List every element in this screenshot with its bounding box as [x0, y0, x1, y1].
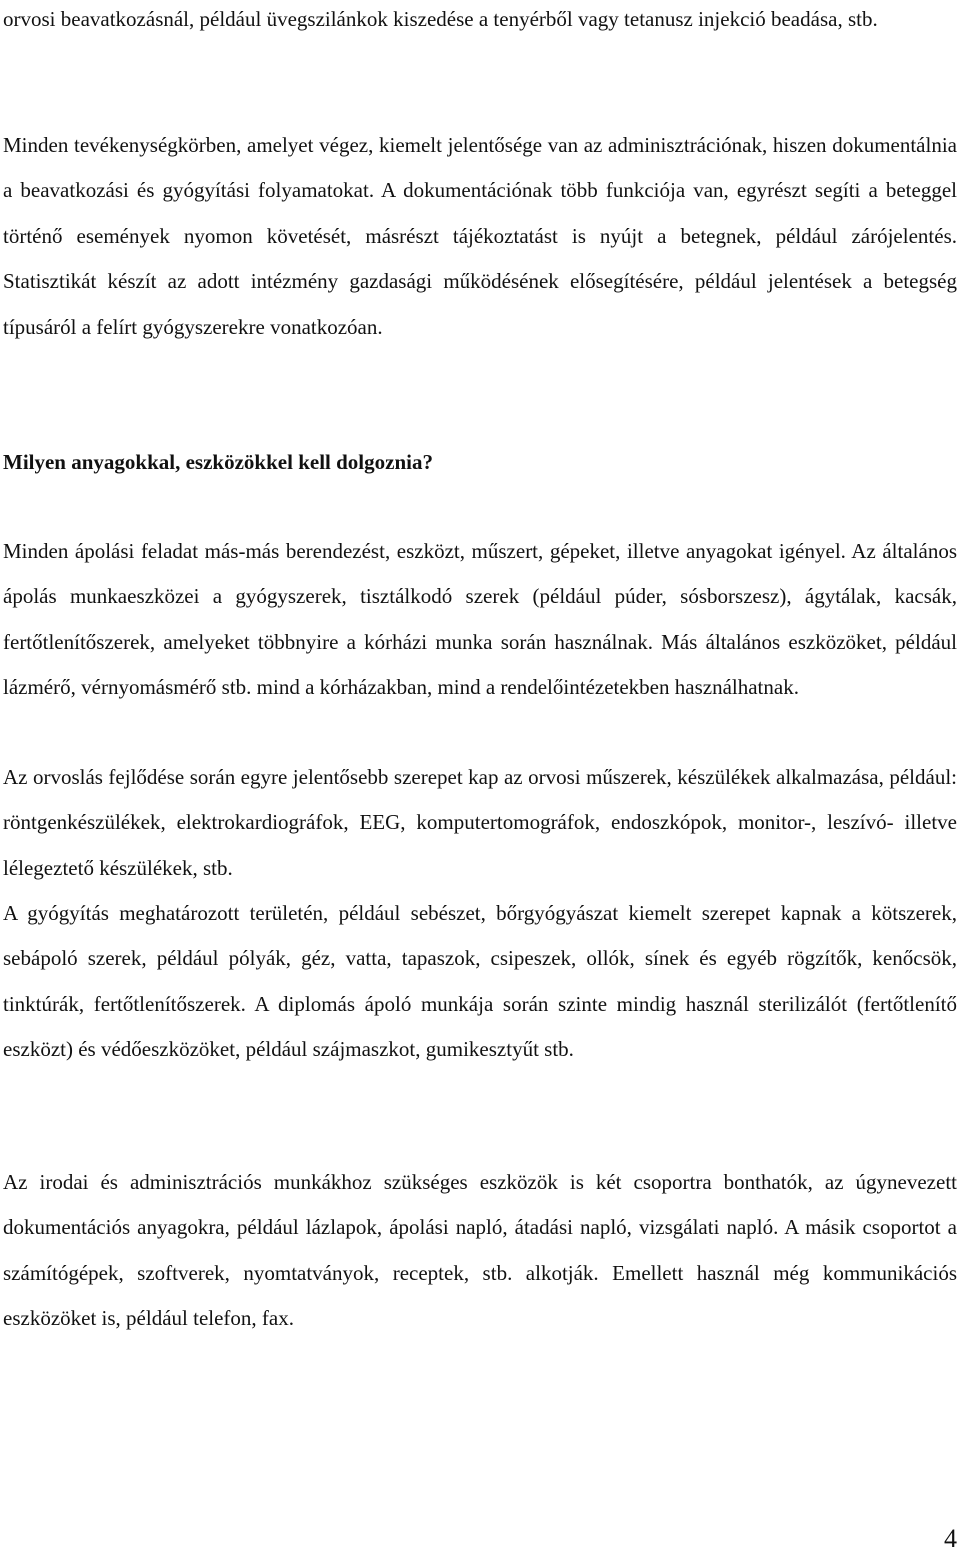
- paragraph-intro-continuation: orvosi beavatkozásnál, például üvegszilánkok kiszedése a tenyérből vagy tetanusz injekció beadása, stb.: [3, 7, 878, 31]
- paragraph-office-tools: Az irodai és adminisztrációs munkákhoz szükséges eszközök is két csoportra bonthatók, az úgynevezett dokumentációs anyagokra, például lázlapok, ápolási napló, átadási napló, vizsgálati napló. A másik csoportot a számítógépek, szoftverek, nyomtatványok, receptek, stb. alkotják. Emellett használ még kommunikációs eszközöket is, például telefon, fax.: [3, 1170, 957, 1331]
- paragraph-medical-devices: Az orvoslás fejlődése során egyre jelentősebb szerepet kap az orvosi műszerek, készülékek alkalmazása, például: röntgenkészülékek, elektrokardiográfok, EEG, komputertomográfok, endoszkópok, monitor-, leszívó- illetve lélegeztető készülékek, stb.: [3, 765, 957, 880]
- section-heading-materials-tools: Milyen anyagokkal, eszközökkel kell dolgoznia?: [3, 450, 433, 474]
- paragraph-administration: Minden tevékenységkörben, amelyet végez, kiemelt jelentősége van az adminisztrációnak, hiszen dokumentálnia a beavatkozási és gyógyítási folyamatokat. A dokumentációnak több funkciója van, egyrészt segíti a beteggel történő események nyomon követését, másrészt tájékoztatást is nyújt a betegnek, például zárójelentés. Statisztikát készít az adott intézmény gazdasági működésének elősegítésére, például jelentések a betegség típusáról a felírt gyógyszerekre vonatkozóan.: [3, 133, 957, 339]
- paragraph-surgery-supplies: A gyógyítás meghatározott területén, például sebészet, bőrgyógyászat kiemelt szerepet kapnak a kötszerek, sebápoló szerek, például pólyák, géz, vatta, tapaszok, csipeszek, ollók, sínek és egyéb rögzítők, kenőcsök, tinktúrák, fertőtlenítőszerek. A diplomás ápoló munkája során szinte mindig használ sterilizálót (fertőtlenítő eszközt) és védőeszközöket, például szájmaszkot, gumikesztyűt stb.: [3, 901, 957, 1062]
- paragraph-care-tools: Minden ápolási feladat más-más berendezést, eszközt, műszert, gépeket, illetve anyagokat igényel. Az általános ápolás munkaeszközei a gyógyszerek, tisztálkodó szerek (például púder, sósborszesz), ágytálak, kacsák, fertőtlenítőszerek, amelyeket többnyire a kórházi munka során használnak. Más általános eszközöket, például lázmérő, vérnyomásmérő stb. mind a kórházakban, mind a rendelőintézetekben használhatnak.: [3, 539, 957, 700]
- page-number: 4: [944, 1524, 957, 1553]
